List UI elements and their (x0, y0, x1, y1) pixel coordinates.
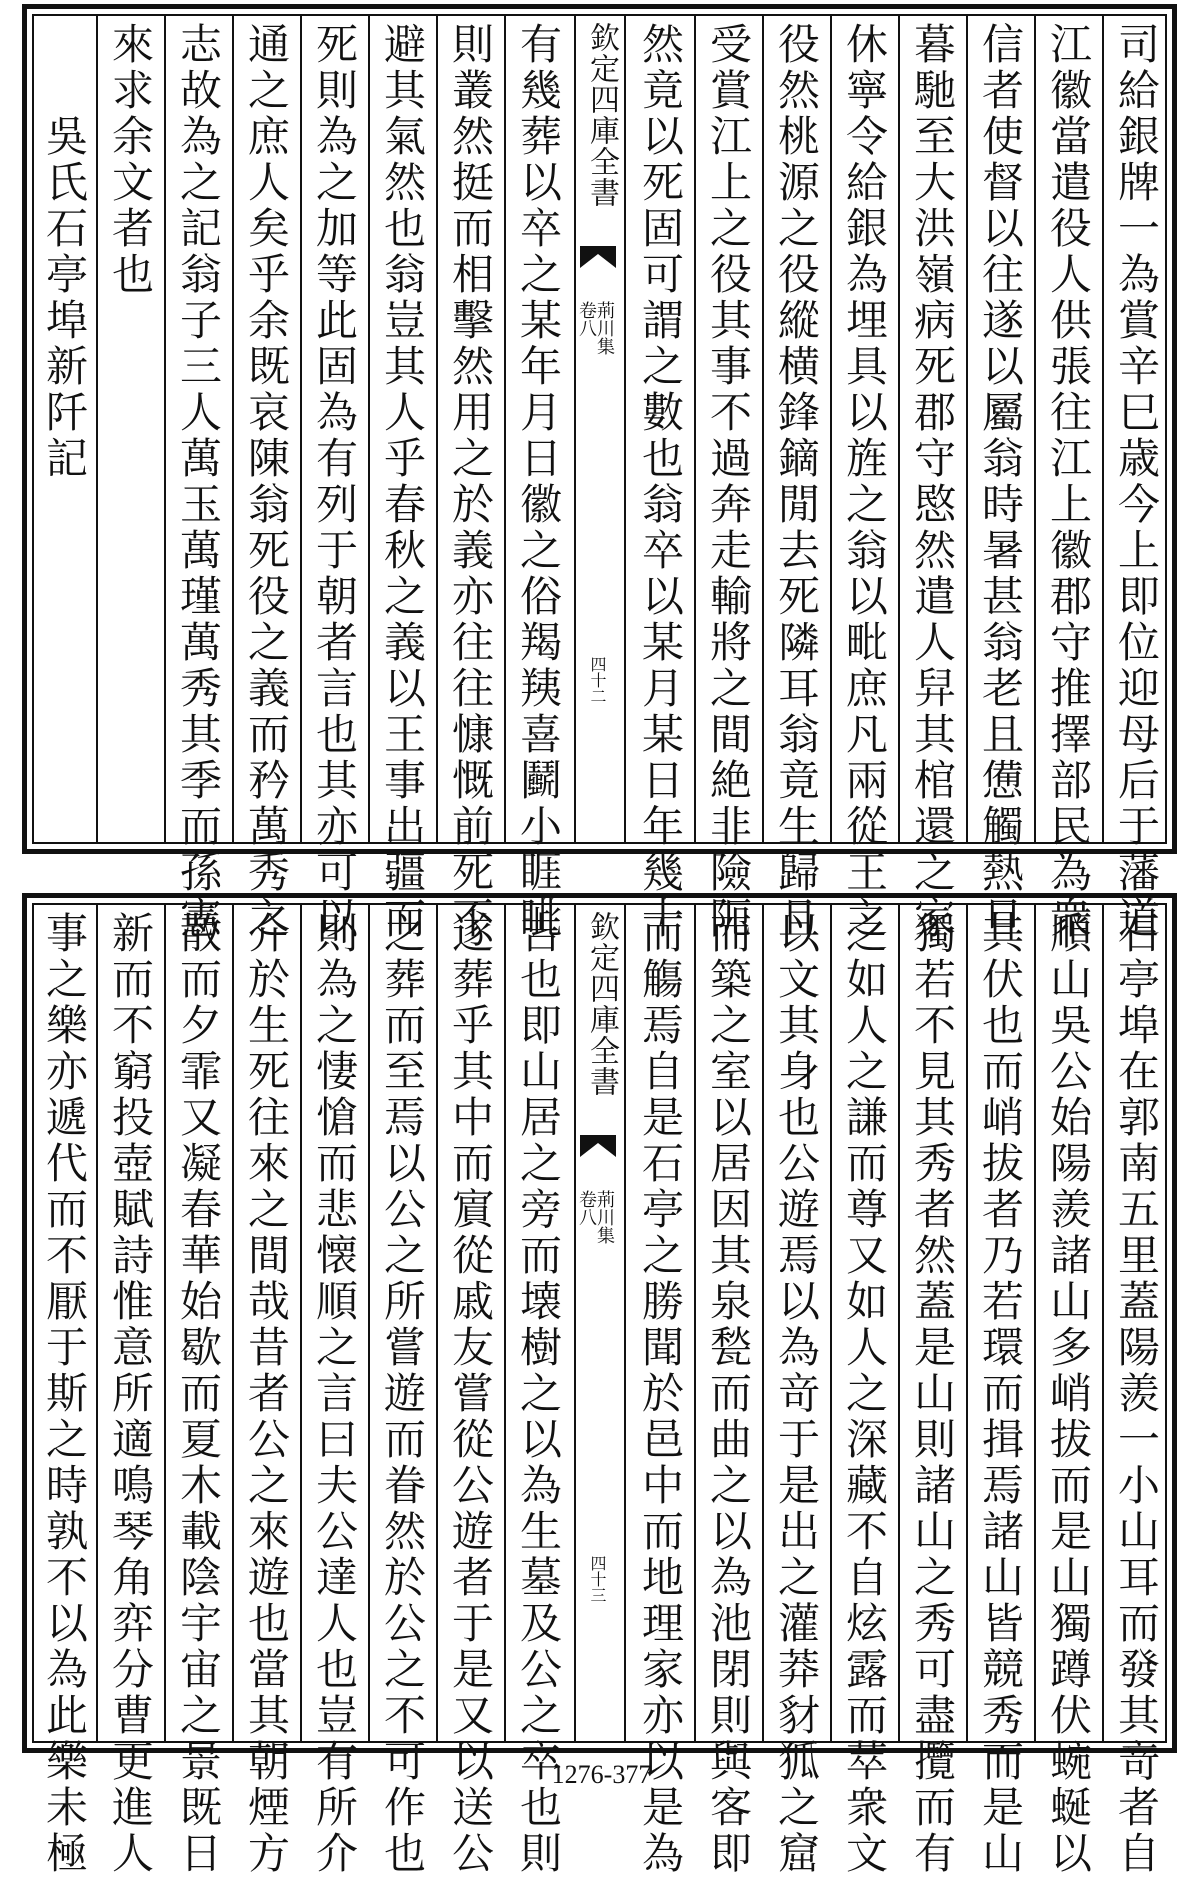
column-rule (898, 905, 900, 1741)
top-page-panel (22, 4, 1177, 942)
column-rule (574, 905, 576, 1741)
column-rule (232, 16, 234, 842)
text-column: 而築之室以居因其泉甃而曲之以為池閉則與客即 (704, 911, 753, 1877)
book-title: 荊川集 (594, 301, 615, 355)
text-column: 散而夕霏又凝春華始歇而夏木載陰宇宙之景既日 (174, 911, 223, 1877)
column-rule (624, 16, 626, 842)
column-rule (164, 16, 166, 842)
page-number: 四十二 (588, 656, 607, 704)
text-column: 然竟以死固可謂之數也翁卒以某月某日年幾十 (636, 22, 685, 942)
section-title: 吳氏石亭埠新阡記 (40, 22, 89, 482)
text-column: 有幾葬以卒之某年月日徽之俗羯羠喜鬬小睚眦 (514, 22, 563, 942)
text-column: 事之樂亦遞代而不厭于斯之時孰不以為此樂未極 (40, 911, 89, 1877)
text-column: 介於生死往來之間哉昔者公之來遊也當其朝煙方 (242, 911, 291, 1877)
text-column: 死則為之加等此固為有列于朝者言也其亦可以 (310, 22, 359, 942)
column-rule (830, 905, 832, 1741)
text-column: 獨若不見其秀者然蓋是山則諸山之秀可盡攬而有 (908, 911, 957, 1877)
column-rule (300, 16, 302, 842)
column-rule (436, 905, 438, 1741)
column-rule (300, 905, 302, 1741)
text-column: 其伏也而峭拔者乃若環而揖焉諸山皆競秀而是山 (976, 911, 1025, 1877)
page-number: 四十三 (588, 1555, 607, 1603)
column-rule (624, 905, 626, 1741)
fish-tail-mark-icon (580, 1135, 616, 1157)
fish-tail-mark-icon (580, 246, 616, 268)
column-rule (1102, 16, 1104, 842)
column-rule (368, 16, 370, 842)
text-column: 石亭埠在郭南五里蓋陽羨一小山耳而發其竒者自 (1112, 911, 1161, 1877)
text-column: 順山吳公始陽羨諸山多峭拔而是山獨蹲伏蜿蜒以 (1044, 911, 1093, 1877)
column-rule (232, 905, 234, 1741)
collection-title: 欽定四庫全書 (584, 911, 619, 1097)
collection-title: 欽定四庫全書 (584, 22, 619, 208)
text-column: 遂葬乎其中而賔從戚友嘗從公遊者于是又以送公 (446, 911, 495, 1877)
column-rule (574, 16, 576, 842)
text-column: 休寧令給銀為埋具以旌之翁以毗庶凡兩從王之 (840, 22, 889, 942)
column-rule (504, 905, 506, 1741)
text-column: 之葬而至焉以公之所嘗遊而眷然於公之不可作也 (378, 911, 427, 1877)
text-column: 之如人之謙而尊又如人之深藏不自炫露而萃衆文 (840, 911, 889, 1877)
column-rule (966, 16, 968, 842)
column-rule (694, 16, 696, 842)
column-rule (368, 905, 370, 1741)
text-column: 以文其身也公遊焉以為竒于是出之灌莽豺狐之窟 (772, 911, 821, 1877)
text-column: 來求余文者也 (106, 22, 155, 298)
column-rule (762, 905, 764, 1741)
text-column: 吉也即山居之旁而壊樹之以為生墓及公之卒也則 (514, 911, 563, 1877)
column-rule (436, 16, 438, 842)
column-rule (966, 905, 968, 1741)
column-rule (830, 16, 832, 842)
text-column: 通之庶人矣乎余既哀陳翁死役之義而矜萬秀之 (242, 22, 291, 942)
book-spine (576, 905, 622, 1741)
column-rule (898, 16, 900, 842)
volume-label: 卷八 (576, 1190, 597, 1226)
volume-label: 卷八 (576, 301, 597, 337)
text-column: 受賞江上之役其事不過奔走輸將之間絶非險阨 (704, 22, 753, 942)
text-column: 司給銀牌一為賞辛巳歳今上即位迎母后于藩道 (1112, 22, 1161, 942)
column-rule (1102, 905, 1104, 1741)
text-column: 江徽當遣役人供張往江上徽郡守推擇部民為衆 (1044, 22, 1093, 942)
book-spine (576, 16, 622, 842)
column-rule (504, 16, 506, 842)
column-rule (164, 905, 166, 1741)
text-column: 暮馳至大洪嶺病死郡守愍然遣人舁其棺還之家 (908, 22, 957, 942)
text-column: 避其氣然也翁豈其人乎春秋之義以王事出疆而 (378, 22, 427, 942)
book-title: 荊川集 (594, 1190, 615, 1244)
column-rule (96, 905, 98, 1741)
text-column: 則為之悽愴而悲懐順之言曰夫公達人也豈有所介 (310, 911, 359, 1877)
text-column: 則叢然挺而相擊然用之於義亦往往慷慨前死不 (446, 22, 495, 942)
text-column: 信者使督以往遂以屬翁時暑甚翁老且憊觸熱旦 (976, 22, 1025, 942)
column-rule (1034, 16, 1036, 842)
text-column: 新而不窮投壺賦詩惟意所適鳴琴角弈分曹更進人 (106, 911, 155, 1877)
page-footer: 1276-377 (551, 1760, 652, 1789)
text-column: 志故為之記翁子三人萬玉萬瑾萬秀其季而孫憲 (174, 22, 223, 942)
top-page-frame (32, 14, 1167, 942)
column-rule (762, 16, 764, 842)
column-rule (1034, 905, 1036, 1741)
column-rule (694, 905, 696, 1741)
text-column: 而觴焉自是石亭之勝聞於邑中而地理家亦以是為 (636, 911, 685, 1877)
column-rule (96, 16, 98, 842)
text-column: 役然桃源之役縱横鋒鏑閒去死隣耳翁竟生歸且 (772, 22, 821, 942)
